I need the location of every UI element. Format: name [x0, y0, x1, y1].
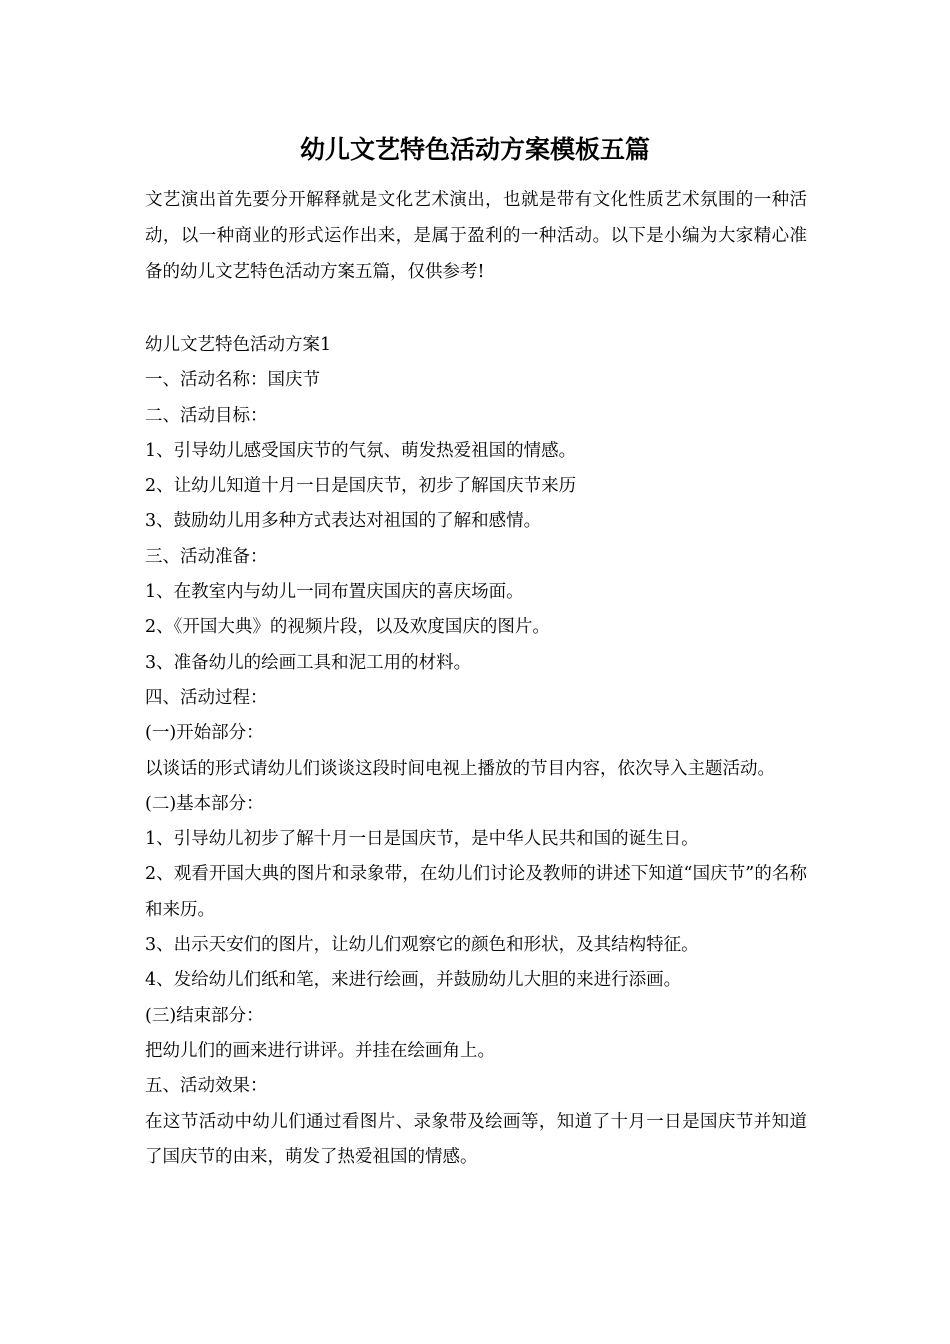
body-line: 三、活动准备： — [145, 546, 268, 567]
plan-section — [145, 328, 807, 1175]
body-line: (三)结束部分： — [145, 1005, 264, 1026]
body-line: 1、在教室内与幼儿一同布置庆国庆的喜庆场面。 — [145, 582, 524, 603]
body-line: 二、活动目标： — [145, 405, 268, 426]
document-title: 幼儿文艺特色活动方案模板五篇 — [299, 135, 650, 164]
body-line: 把幼儿们的画来进行讲评。并挂在绘画角上。 — [145, 1040, 495, 1061]
body-line: 3、鼓励幼儿用多种方式表达对祖国的了解和感情。 — [145, 511, 542, 532]
body-line: 一、活动名称：国庆节 — [145, 370, 320, 391]
body-line: 以谈话的形式请幼儿们谈谈这段时间电视上播放的节目内容，依次导入主题活动。 — [145, 758, 775, 779]
body-line: 1、引导幼儿感受国庆节的气氛、萌发热爱祖国的情感。 — [145, 440, 577, 461]
body-line: 2、让幼儿知道十月一日是国庆节，初步了解国庆节来历 — [145, 476, 577, 497]
body-line: 2、观看开国大典的图片和录象带，在幼儿们讨论及教师的讲述下知道“国庆节”的名称和来历。 — [145, 864, 807, 920]
body-line: (二)基本部分： — [145, 793, 264, 814]
body-line: 1、引导幼儿初步了解十月一日是国庆节，是中华人民共和国的诞生日。 — [145, 829, 699, 850]
intro-paragraph: 文艺演出首先要分开解释就是文化艺术演出，也就是带有文化性质艺术氛围的一种活动，以一种商业的形式运作出来，是属于盈利的一种活动。以下是小编为大家精心准备的幼儿文艺特色活动方案五篇，仅供参考! — [145, 190, 807, 282]
body-line: 在这节活动中幼儿们通过看图片、录象带及绘画等，知道了十月一日是国庆节并知道了国庆节的由来，萌发了热爱祖国的情感。 — [145, 1111, 807, 1167]
body-line: 3、出示天安们的图片，让幼儿们观察它的颜色和形状，及其结构特征。 — [145, 935, 699, 956]
body-line: 3、准备幼儿的绘画工具和泥工用的材料。 — [145, 652, 472, 673]
body-line: 四、活动过程： — [145, 687, 268, 708]
body-line: 2、《开国大典》的视频片段，以及欢度国庆的图片。 — [145, 617, 550, 638]
body-line: 4、发给幼儿们纸和笔，来进行绘画，并鼓励幼儿大胆的来进行添画。 — [145, 970, 682, 991]
body-line: 五、活动效果： — [145, 1076, 268, 1097]
section-heading: 幼儿文艺特色活动方案1 — [145, 335, 332, 355]
body-line: (一)开始部分： — [145, 723, 264, 744]
